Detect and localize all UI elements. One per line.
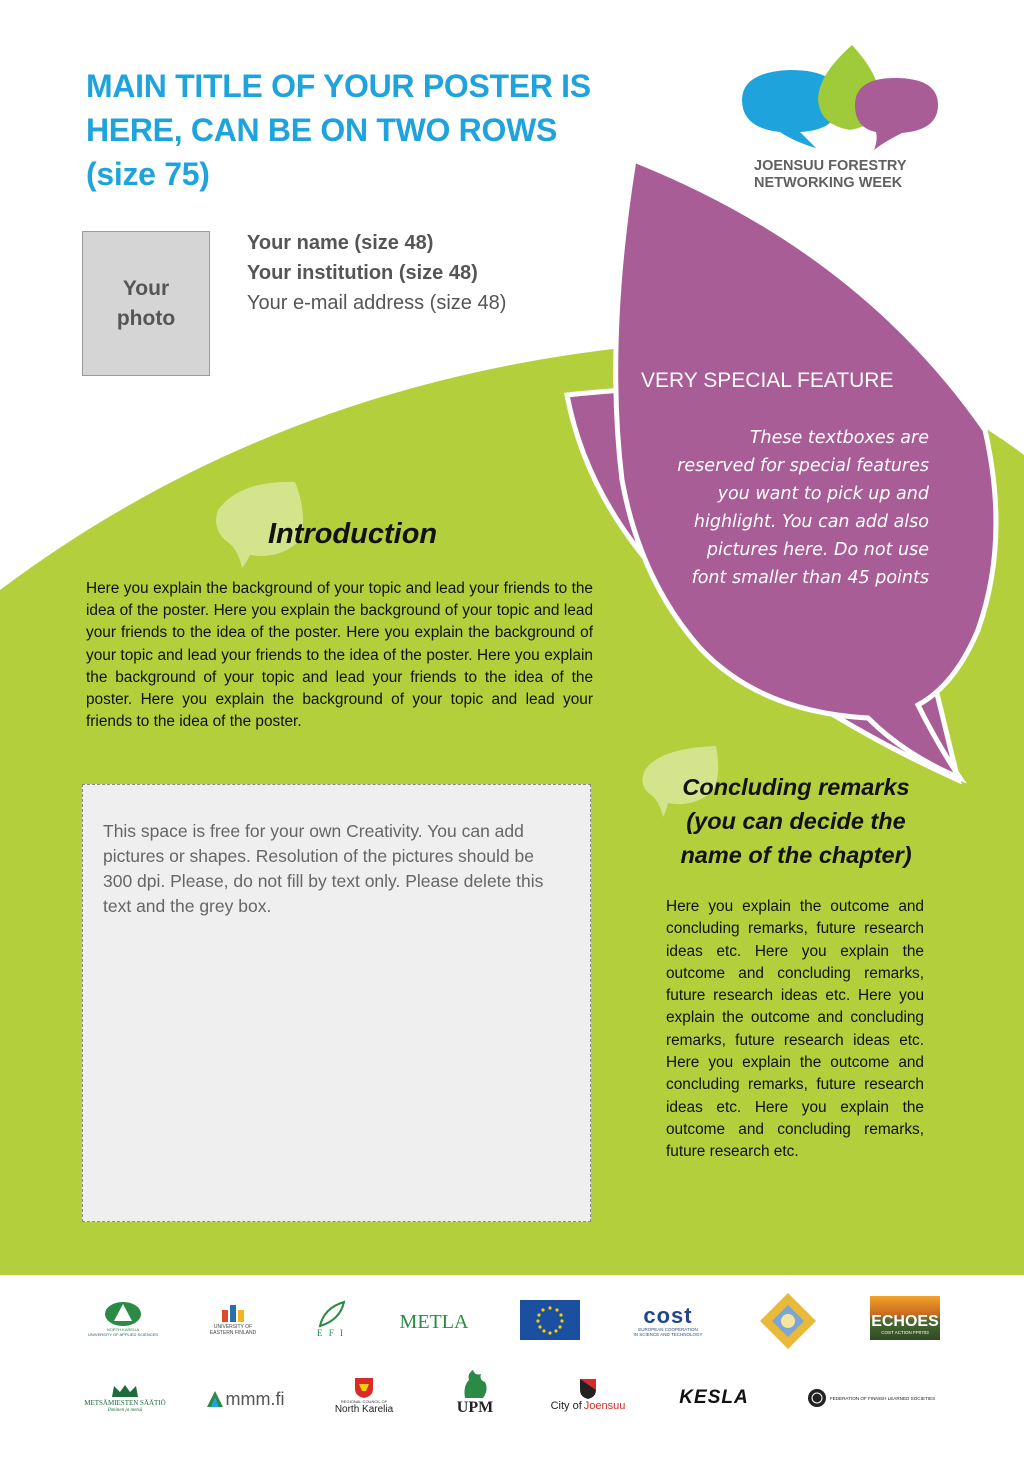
author-institution: Your institution (size 48) [247,262,478,284]
uef-book-icon [220,1302,246,1324]
upm-label: UPM [456,1399,494,1416]
cost-sub-2: IN SCIENCE AND TECHNOLOGY [633,1332,703,1337]
city-of-label: City of [550,1400,582,1412]
sponsor-kesla-logo [668,1384,760,1412]
sponsor-city-joensuu-logo [548,1370,628,1420]
sponsor-mmm-logo [200,1384,290,1414]
federation-seal-icon [807,1388,827,1408]
joensuu-label: Joensuu [583,1400,626,1412]
upm-griffin-icon [459,1368,491,1400]
author-block [247,228,506,318]
mmm-triangle-icon [206,1390,224,1408]
event-logo-icon [742,45,938,150]
photo-placeholder-line-2: photo [116,306,176,330]
karelia-shield-icon [354,1377,374,1399]
sponsor-north-karelia-logo [326,1372,402,1420]
special-feature-heading: VERY SPECIAL FEATURE [641,369,894,392]
sponsor-upm-logo [452,1364,498,1420]
echoes-label: ECHOES [871,1312,939,1330]
creative-space-text: This space is free for your own Creativity. You can add pictures or shapes. Resolution of the pictures should be 300 dpi. Please, do not fill by text only. Please delete this text and the grey box. [103,821,544,916]
echoes-sub: COST ACTION FP0703 [881,1329,929,1335]
nkamk-emblem-icon [103,1301,143,1327]
sponsor-uef-logo [200,1298,266,1340]
poster-title [86,64,646,196]
concluding-heading-line-1: Concluding remarks [682,774,910,800]
poster-title-line-3: (size 75) [86,156,210,192]
diamond-emblem-icon [758,1291,818,1351]
cost-sub-1: EUROPEAN COOPERATION [638,1327,698,1332]
sponsor-cost-logo [622,1302,714,1340]
metsamiesten-label: METSÄMIESTEN SÄÄTIÖ [84,1398,166,1407]
nkamk-top-label: NORTH KARELIA [106,1327,140,1332]
concluding-heading-line-2: (you can decide the [686,808,906,834]
karelia-sub-label: REGIONAL COUNCIL OF [340,1399,388,1404]
sponsor-federation-logo [800,1386,942,1410]
event-logo-line-2: NETWORKING WEEK [754,175,903,191]
sponsor-efi-logo [306,1296,356,1342]
mmm-label: mmm.fi [225,1388,285,1409]
concluding-heading-line-3: name of the chapter) [680,842,912,868]
sponsor-diamond-logo [756,1290,820,1352]
cost-label: cost [643,1303,693,1328]
federation-label: FEDERATION OF FINNISH LEARNED SOCIETIES [829,1395,936,1401]
introduction-text: Here you explain the background of your topic and lead your friends to the idea of the poster. Here you explain the background of your topic and lead your friends to the idea of the poster. Here you explain the background of your topic and lead your friends to the idea of the poster. Here you explain the background of your topic and lead your friends to the idea of the poster. Here you explain the background of your topic and lead your friends to the idea of the poster. [86,580,593,731]
poster-title-line-2: HERE, CAN BE ON TWO ROWS [86,112,558,148]
kesla-label: KESLA [679,1387,749,1408]
city-joensuu-text [551,1400,626,1412]
nkamk-bottom-label: UNIVERSITY OF APPLIED SCIENCES [88,1332,158,1337]
poster-title-line-1: MAIN TITLE OF YOUR POSTER IS [86,68,591,104]
creative-space-box [82,784,591,1222]
joensuu-shield-icon [579,1378,597,1400]
uef-label-2: EASTERN FINLAND [209,1330,257,1336]
photo-placeholder [82,231,210,376]
special-feature-text: These textboxes are reserved for special features you want to pick up and highlight. You can add also pictures here. Do not use font smaller than 45 points [677,428,929,588]
karelia-label: North Karelia [334,1404,394,1415]
sponsor-echoes-logo [870,1296,940,1340]
crown-icon [110,1383,140,1399]
introduction-heading: Introduction [268,518,438,550]
sponsor-eu-flag-logo [520,1300,580,1340]
concluding-heading [650,770,942,872]
author-name: Your name (size 48) [247,232,434,254]
sponsor-metla-logo [392,1308,476,1336]
sponsor-metsamiesten-logo [82,1374,168,1422]
author-email: Your e-mail address (size 48) [247,292,507,314]
metsamiesten-sub: Ihminen ja metsä [107,1407,143,1413]
eu-flag-icon [520,1300,580,1340]
event-logo-text [740,158,940,192]
event-logo-line-1: JOENSUU FORESTRY [754,158,907,174]
efi-leaf-icon [314,1300,348,1328]
efi-label: E F I [317,1328,345,1338]
concluding-text: Here you explain the outcome and concluding remarks, future research ideas etc. Here you explain the outcome and concluding remarks, future research ideas etc. Here you explain the outcome and concluding remarks, future research ideas etc. Here you explain the outcome and concluding remarks, future research ideas etc. Here you explain the outcome and concluding remarks, future research etc. [666,898,924,1161]
photo-placeholder-line-1: Your [122,276,170,300]
uef-label-1: UNIVERSITY OF [213,1324,253,1330]
sponsor-nkamk-logo [82,1298,164,1340]
metla-label: METLA [399,1310,469,1333]
